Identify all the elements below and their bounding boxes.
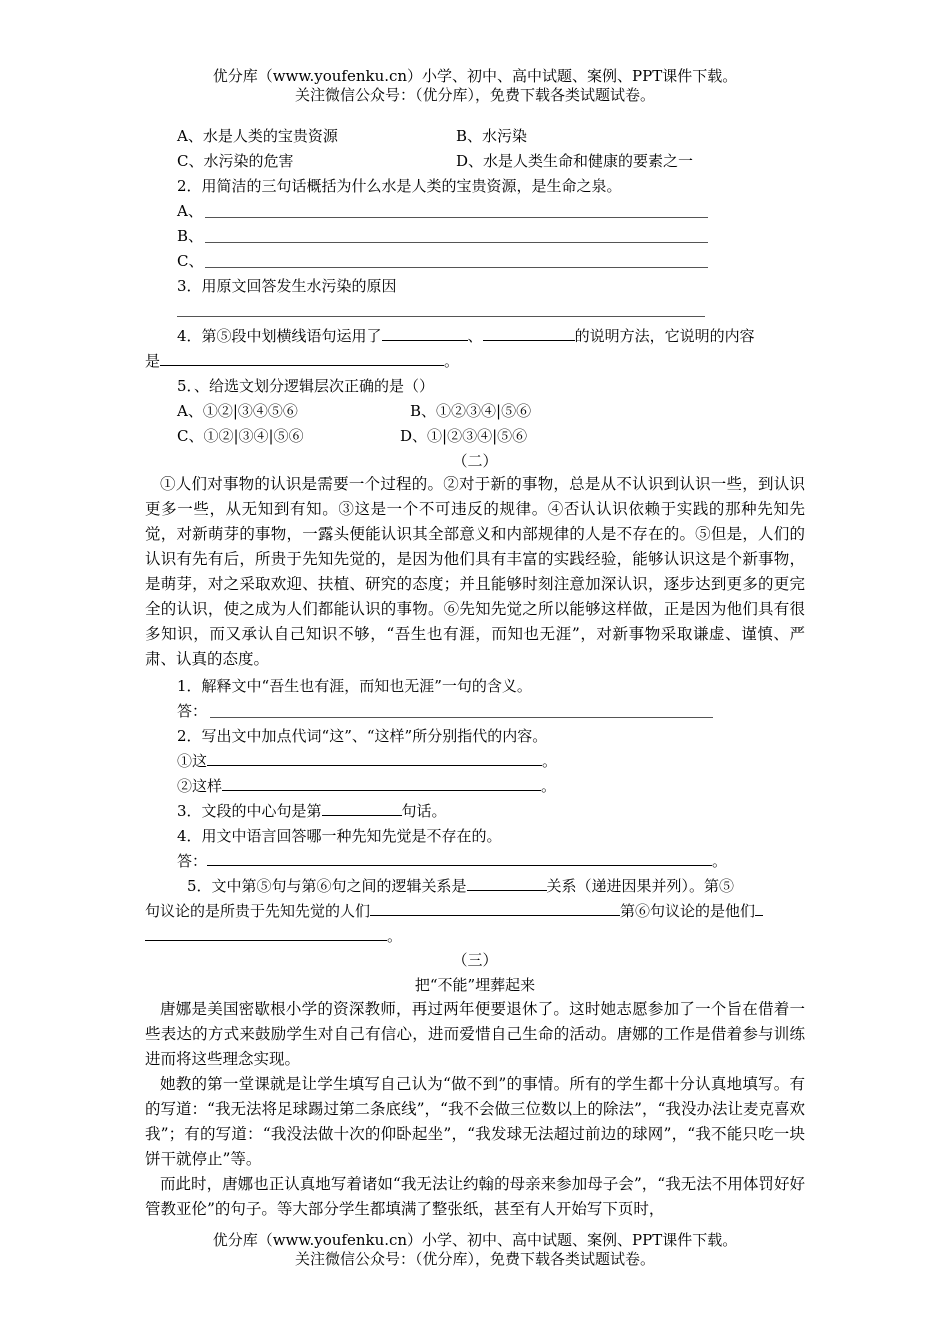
answer-line[interactable] (205, 267, 708, 268)
blank[interactable] (322, 801, 402, 816)
q1-option-b: B、水污染 (456, 127, 528, 145)
blank[interactable] (160, 351, 444, 366)
p2-q1-answer-label: 答： (177, 702, 208, 720)
footer-line-2: 关注微信公众号：（优分库），免费下载各类试题试卷。 (294, 1250, 655, 1268)
q5-option-b: B、①②③④|⑤⑥ (410, 402, 532, 420)
p2-q3-text-a: 3．文段的中心句是第 (177, 802, 322, 820)
blank[interactable] (467, 876, 547, 891)
p2-q2-prompt: 2．写出文中加点代词“这”、“这样”所分别指代的内容。 (177, 727, 548, 745)
blank[interactable] (483, 326, 575, 341)
q4-end: 。 (444, 352, 460, 370)
blank[interactable] (755, 901, 763, 916)
article-title: 把“不能”埋葬起来 (414, 976, 536, 994)
header-line-2: 关注微信公众号：（优分库），免费下载各类试题试卷。 (294, 86, 655, 104)
period: 。 (387, 927, 403, 945)
p2-q2-a (177, 751, 557, 771)
q4-text-b: 的说明方法，它说明的内容 (574, 327, 755, 345)
q2-label-a: A、 (177, 202, 203, 220)
q1-option-c: C、水污染的危害 (177, 152, 294, 170)
p2-q5-line-3 (145, 926, 402, 946)
blank[interactable] (207, 851, 712, 866)
p2-q4-prompt: 4．用文中语言回答哪一种先知先觉是不存在的。 (177, 827, 502, 845)
p2-q2-b-label: ②这样 (177, 777, 223, 795)
q4-sep: 、 (467, 327, 483, 345)
q4-text-c: 是 (145, 352, 161, 370)
q4-text-a: 4．第⑤段中划横线语句运用了 (177, 327, 382, 345)
q1-option-a: A、水是人类的宝贵资源 (177, 127, 338, 145)
p2-q5-text-b: 关系（递进因果并列）。第⑤ (546, 877, 735, 895)
q5-option-c: C、①②|③④|⑤⑥ (177, 427, 304, 445)
article-paragraph-2: 她教的第一堂课就是让学生填写自己认为“做不到”的事情。所有的学生都十分认真地填写。有的写道：“我无法将足球踢过第二条底线”，“我不会做三位数以上的除法”，“我没办法让麦克喜欢我”；有的写道：“我没法做十次的仰卧起坐”，“我发球无法超过前边的球网”，“我不能只吃一块饼干就停止”等。 (145, 1075, 805, 1168)
p2-q5-line-2 (145, 901, 763, 921)
passage-2: ①人们对事物的认识是需要一个过程的。②对于新的事物，总是从不认识到认识一些，到认识更多一些，从无知到有知。③这是一个不可违反的规律。④否认认识依赖于实践的那种先知先觉，对新萌芽的事物，一露头便能认识其全部意义和内部规律的人是不存在的。⑤但是，人们的认识有先有后，所贵于先知先觉的，是因为他们具有丰富的实践经验，能够认识这是个新事物，是萌芽，对之采取欢迎、扶植、研究的态度；并且能够时刻注意加深认识，逐步达到更多的更完全的认识，使之成为人们都能认识的事物。⑥先知先觉之所以能够这样做，正是因为他们具有很多知识，而又承认自己知识不够，“吾生也有涯，而知也无涯”，对新事物采取谦虚、谨慎、严肃、认真的态度。 (145, 475, 805, 668)
q2-label-c: C、 (177, 252, 204, 270)
blank[interactable] (370, 901, 620, 916)
q1-option-d: D、水是人类生命和健康的要素之一 (456, 152, 694, 170)
p2-q5-text-d: 第⑥句议论的是他们 (620, 902, 756, 920)
p2-q5-line-1 (187, 876, 734, 896)
p2-q4-answer (177, 851, 727, 871)
q2-prompt: 2．用简洁的三句话概括为什么水是人类的宝贵资源，是生命之泉。 (177, 177, 622, 195)
blank[interactable] (382, 326, 468, 341)
period: 。 (541, 777, 557, 795)
period: 。 (542, 752, 558, 770)
footer-line-1: 优分库（www.youfenku.cn）小学、初中、高中试题、案例、PPT课件下载。 (212, 1231, 738, 1249)
p2-q4-answer-label: 答： (177, 852, 208, 870)
p2-q2-b (177, 776, 556, 796)
p2-q2-a-label: ①这 (177, 752, 208, 770)
section-heading-2: （二） (452, 452, 498, 470)
q3-prompt: 3．用原文回答发生水污染的原因 (177, 277, 397, 295)
period: 。 (712, 852, 728, 870)
p2-q5-text-c: 句议论的是所贵于先知先觉的人们 (145, 902, 371, 920)
p2-q5-text-a: 5．文中第⑤句与第⑥句之间的逻辑关系是 (187, 877, 467, 895)
q5-option-a: A、①②|③④⑤⑥ (177, 402, 298, 420)
blank[interactable] (222, 776, 541, 791)
blank[interactable] (207, 751, 542, 766)
q5-prompt: 5．、给选文划分逻辑层次正确的是（） (177, 377, 435, 395)
blank[interactable] (145, 926, 387, 941)
answer-line[interactable] (205, 242, 708, 243)
q4-line-2 (145, 351, 459, 371)
p2-q1-prompt: 1．解释文中“吾生也有涯，而知也无涯”一句的含义。 (177, 677, 532, 695)
answer-line[interactable] (205, 217, 708, 218)
q2-label-b: B、 (177, 227, 204, 245)
answer-line[interactable] (210, 717, 713, 718)
article-paragraph-1: 唐娜是美国密歇根小学的资深教师，再过两年便要退休了。这时她志愿参加了一个旨在借着一些表达的方式来鼓励学生对自己有信心，进而爱惜自己生命的活动。唐娜的工作是借着参与训练进而将这些理念实现。 (145, 1000, 805, 1068)
section-heading-3: （三） (452, 951, 498, 969)
answer-line[interactable] (177, 316, 705, 317)
header-line-1: 优分库（www.youfenku.cn）小学、初中、高中试题、案例、PPT课件下载。 (212, 67, 738, 85)
p2-q3 (177, 801, 447, 821)
p2-q3-text-b: 句话。 (401, 802, 447, 820)
q5-option-d: D、①|②③④|⑤⑥ (400, 427, 528, 445)
q4-line-1 (177, 326, 755, 346)
article-paragraph-3: 而此时，唐娜也正认真地写着诸如“我无法让约翰的母亲来参加母子会”，“我无法不用体罚好好管教亚伦”的句子。等大部分学生都填满了整张纸，甚至有人开始写下页时， (145, 1175, 805, 1218)
